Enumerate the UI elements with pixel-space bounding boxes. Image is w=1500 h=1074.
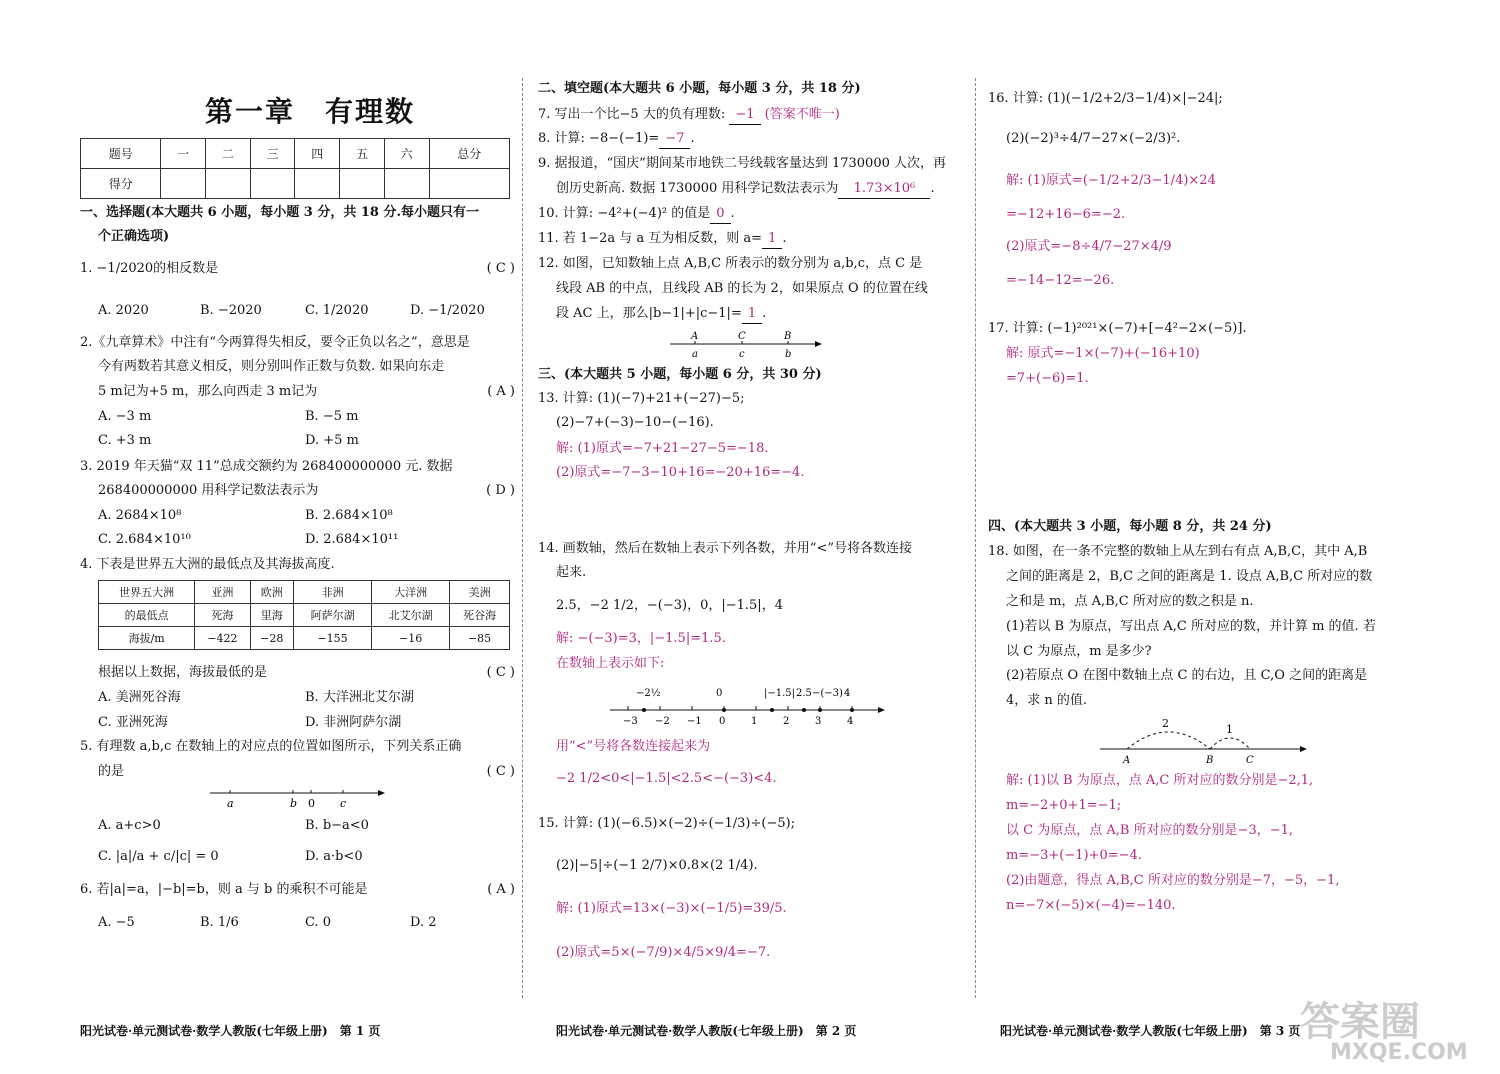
arc-label: 2: [1162, 717, 1169, 730]
solution-line: m=−2+0+1=−1;: [1006, 798, 1122, 813]
question-8: 8. 计算: −8−(−1)= −7 .: [538, 130, 695, 149]
option: A. 美洲死谷海: [98, 690, 181, 705]
solution-line: 解: (1)以 B 为原点，点 A,C 所对应的数分别是−2,1,: [1006, 773, 1314, 788]
watermark-url: MXQE.COM: [1330, 1040, 1468, 1065]
solution-line: (2)原式=−7−3−10+16=−20+16=−4.: [556, 465, 805, 480]
page-3: [980, 0, 1430, 1074]
question-text: 的是: [98, 764, 125, 779]
solution-line: 用“<”号将各数连接起来为: [556, 739, 711, 754]
solution-line: 以 C 为原点，点 A,B 所对应的数分别是−3，−1,: [1006, 823, 1294, 838]
solution-line: m=−3+(−1)+0=−4.: [1006, 848, 1142, 863]
point-label: A: [1123, 755, 1131, 766]
column-divider: [522, 78, 523, 998]
question-2: 2.《九章算术》中注有“今两算得失相反，要令正负以名之”，意思是: [80, 335, 470, 350]
section-heading: 四、(本大题共 3 小题，每小题 8 分，共 24 分): [988, 519, 1272, 534]
question-18: 18. 如图，在一条不完整的数轴上从左到右有点 A,B,C，其中 A,B: [988, 544, 1368, 559]
option: B. 1/6: [200, 915, 239, 930]
question-text: 之和是 m，点 A,B,C 所对应的数之积是 n.: [1006, 594, 1254, 609]
question-16: 16. 计算: (1)(−1/2+2/3−1/4)×|−24|;: [988, 91, 1223, 106]
solution-line: 解: (1)原式=−7+21−27−5=−18.: [556, 441, 769, 456]
tick-label: 1: [751, 716, 758, 727]
option: A. −5: [98, 915, 135, 930]
option: D. a·b<0: [305, 849, 363, 864]
answer-blank: −7: [659, 130, 690, 149]
axis-arrow: [378, 790, 385, 796]
axis-arrow: [815, 341, 822, 347]
option: A. 2684×10⁸: [98, 508, 182, 523]
section-heading: 二、填空题(本大题共 6 小题，每小题 3 分，共 18 分): [538, 81, 861, 96]
question-17: 17. 计算: (−1)²⁰²¹×(−7)+[−4²−2×(−5)].: [988, 321, 1247, 336]
tick-label: −3: [623, 716, 638, 727]
answer-blank: 1: [762, 230, 782, 249]
question-text: (2)若原点 O 在图中数轴上点 C 的右边，且 C,O 之间的距离是: [1006, 668, 1368, 683]
point-label: 4: [844, 688, 851, 699]
answer-blank: 1: [742, 305, 762, 324]
question-10: 10. 计算: −4²+(−4)² 的值是 0 .: [538, 205, 735, 224]
arc-label: 1: [1226, 723, 1233, 736]
question-text: (1)若以 B 为原点，写出点 A,C 所对应的数，并计算 m 的值. 若: [1006, 619, 1376, 634]
solution-line: 解: 原式=−1×(−7)+(−16+10): [1006, 346, 1200, 361]
point-label: −(−3): [812, 688, 843, 699]
question-text: (2)(−2)³÷4/7−27×(−2/3)².: [1006, 131, 1181, 146]
point-marker: [850, 708, 854, 712]
section-heading: 个正确选项): [98, 229, 170, 244]
solution-line: (2)由题意，得点 A,B,C 所对应的数分别是−7，−5，−1,: [1006, 873, 1340, 888]
option: C. 0: [305, 915, 332, 930]
option: C. 2.684×10¹⁰: [98, 532, 191, 547]
question-text: 2.5，−2 1/2，−(−3)，0，|−1.5|，4: [556, 598, 783, 613]
option: B. −5 m: [305, 409, 359, 424]
page-footer: 阳光试卷·单元测试卷·数学人教版(七年级上册) 第 3 页: [1000, 1024, 1301, 1038]
tick-label: 2: [783, 716, 790, 727]
question-text: 今有两数若其意义相反，则分别叫作正数与负数. 如果向东走: [98, 359, 445, 374]
point-label: A: [691, 331, 699, 342]
solution-line: 在数轴上表示如下:: [556, 656, 665, 671]
score-table: 题号 一 二 三 四 五 六 总分 得分: [80, 138, 510, 199]
number-line-q14: [610, 684, 890, 728]
point-label: C: [1246, 755, 1254, 766]
point-label: −2½: [636, 688, 661, 699]
question-12: 12. 如图，已知数轴上点 A,B,C 所表示的数分别为 a,b,c，点 C 是: [538, 256, 923, 271]
question-text: 创历史新高. 数据 1730000 用科学记数法表示为 1.73×10⁶ .: [556, 180, 935, 199]
column-divider: [975, 78, 976, 998]
option: C. 亚洲死海: [98, 715, 168, 730]
option: A. a+c>0: [98, 818, 161, 833]
solution-line: =7+(−6)=1.: [1006, 371, 1089, 386]
solution-line: =−14−12=−26.: [1006, 273, 1115, 288]
option: D. +5 m: [305, 433, 359, 448]
arc-bc: [1210, 738, 1250, 749]
option: A. 2020: [98, 303, 149, 318]
tick-label: −1: [687, 716, 702, 727]
question-text: 之间的距离是 2，B,C 之间的距离是 1. 设点 A,B,C 所对应的数: [1006, 569, 1373, 584]
point-marker: [802, 708, 806, 712]
point-label: c: [739, 349, 745, 360]
page-2: [530, 0, 970, 1074]
lakes-table: 世界五大洲 亚洲 欧洲 非洲 大洋洲 美洲 的最低点 死海 里海 阿萨尔湖 北艾尔湖 死谷海 海拔/m −422 −28 −155 −16 −85: [98, 580, 510, 650]
chapter-title: 第一章 有理数: [205, 95, 416, 128]
question-1: 1. −1/2020的相反数是: [80, 261, 219, 276]
question-text: 以 C 为原点，m 是多少?: [1006, 644, 1152, 659]
answer-choice: ( C ): [486, 261, 515, 276]
solution-line: 解: (1)原式=(−1/2+2/3−1/4)×24: [1006, 173, 1216, 188]
question-text: 268400000000 用科学记数法表示为: [98, 483, 319, 498]
axis-arrow: [878, 707, 885, 713]
question-text: 起来.: [556, 565, 587, 580]
answer-choice: ( C ): [486, 764, 515, 779]
page-footer: 阳光试卷·单元测试卷·数学人教版(七年级上册) 第 1 页: [80, 1024, 381, 1038]
question-text: (2)−7+(−3)−10−(−16).: [556, 415, 714, 430]
solution-line: (2)原式=5×(−7/9)×4/5×9/4=−7.: [556, 945, 771, 960]
solution-line: −2 1/2<0<|−1.5|<2.5<−(−3)<4.: [556, 771, 777, 786]
point-label: b: [290, 797, 298, 810]
tick-label: 4: [847, 716, 854, 727]
solution-line: n=−7×(−5)×(−4)=−140.: [1006, 898, 1176, 913]
point-marker: [722, 708, 726, 712]
answer-blank: 1.73×10⁶: [838, 180, 930, 199]
point-marker: [642, 708, 646, 712]
question-3: 3. 2019 年天猫“双 11”总成交额约为 268400000000 元. 数据: [80, 459, 453, 474]
point-marker: [770, 708, 774, 712]
solution-line: (2)原式=−8÷4/7−27×4/9: [1006, 239, 1172, 254]
question-11: 11. 若 1−2a 与 a 互为相反数，则 a= 1 .: [538, 230, 786, 249]
number-line-q18: [1100, 715, 1315, 767]
tick-label: 0: [719, 716, 726, 727]
point-label: a: [692, 349, 698, 360]
point-marker: [818, 708, 822, 712]
point-label: a: [227, 797, 234, 810]
question-text: 段 AC 上，那么|b−1|+|c−1|= 1 .: [556, 305, 766, 324]
question-text: (2)|−5|÷(−1 2/7)×0.8×(2 1/4).: [556, 858, 758, 873]
tick-label: −2: [655, 716, 670, 727]
question-text: 根据以上数据，海拔最低的是: [98, 665, 268, 680]
number-line-q5: [210, 785, 390, 811]
arc-ab: [1127, 732, 1210, 749]
answer-choice: ( C ): [486, 665, 515, 680]
section-heading: 三、(本大题共 5 小题，每小题 6 分，共 30 分): [538, 367, 822, 382]
number-line-q12: [670, 330, 830, 362]
point-label: B: [1206, 755, 1214, 766]
option: B. b−a<0: [305, 818, 369, 833]
axis-arrow: [1300, 746, 1307, 752]
question-text: 线段 AB 的中点，且线段 AB 的长为 2，如果原点 O 的位置在线: [556, 281, 928, 296]
question-6: 6. 若|a|=a，|−b|=b，则 a 与 b 的乘积不可能是: [80, 882, 368, 897]
option: D. 2: [410, 915, 437, 930]
point-label: b: [785, 349, 792, 360]
solution-line: =−12+16−6=−2.: [1006, 207, 1126, 222]
page-1: [80, 0, 515, 1074]
question-14: 14. 画数轴，然后在数轴上表示下列各数，并用“<”号将各数连接: [538, 541, 912, 556]
answer-choice: ( D ): [486, 483, 515, 498]
tick-label: 3: [815, 716, 822, 727]
question-15: 15. 计算: (1)(−6.5)×(−2)÷(−1/3)÷(−5);: [538, 816, 796, 831]
point-label: 0: [716, 688, 723, 699]
option: B. 大洋洲北艾尔湖: [305, 690, 414, 705]
option: A. −3 m: [98, 409, 152, 424]
option: D. 非洲阿萨尔湖: [305, 715, 402, 730]
option: C. 1/2020: [305, 303, 369, 318]
question-13: 13. 计算: (1)(−7)+21+(−27)−5;: [538, 391, 745, 406]
question-text: 4，求 n 的值.: [1006, 693, 1088, 708]
axis-points: [636, 688, 854, 712]
question-9: 9. 据报道，“国庆”期间某市地铁二号线载客量达到 1730000 人次，再: [538, 156, 946, 171]
option: B. −2020: [200, 303, 262, 318]
answer-blank: 0: [710, 205, 730, 224]
point-label: B: [784, 331, 792, 342]
question-7: 7. 写出一个比−5 大的负有理数: −1 (答案不唯一): [538, 106, 840, 125]
answer-choice: ( A ): [487, 882, 515, 897]
point-label: C: [738, 331, 746, 342]
question-4: 4. 下表是世界五大洲的最低点及其海拔高度.: [80, 557, 335, 572]
point-label: c: [340, 797, 347, 810]
point-label: |−1.5|: [764, 688, 796, 699]
solution-line: 解: (1)原式=13×(−3)×(−1/5)=39/5.: [556, 901, 787, 916]
point-label: 0: [308, 797, 315, 810]
watermark-logo: 答案圈: [1300, 999, 1420, 1045]
page-footer: 阳光试卷·单元测试卷·数学人教版(七年级上册) 第 2 页: [556, 1024, 857, 1038]
option: D. −1/2020: [410, 303, 485, 318]
solution-line: 解: −(−3)=3，|−1.5|=1.5.: [556, 631, 726, 646]
option: C. |a|/a + c/|c| = 0: [98, 849, 219, 864]
option: B. 2.684×10⁸: [305, 508, 393, 523]
answer-choice: ( A ): [487, 384, 515, 399]
option: C. +3 m: [98, 433, 152, 448]
answer-blank: −1: [729, 106, 760, 125]
question-5: 5. 有理数 a,b,c 在数轴上的对应点的位置如图所示，下列关系正确: [80, 739, 462, 754]
option: D. 2.684×10¹¹: [305, 532, 399, 547]
question-text: 5 m记为+5 m，那么向西走 3 m记为: [98, 384, 318, 399]
section-heading: 一、选择题(本大题共 6 小题，每小题 3 分，共 18 分.每小题只有一: [80, 205, 480, 220]
point-label: 2.5: [796, 688, 812, 699]
